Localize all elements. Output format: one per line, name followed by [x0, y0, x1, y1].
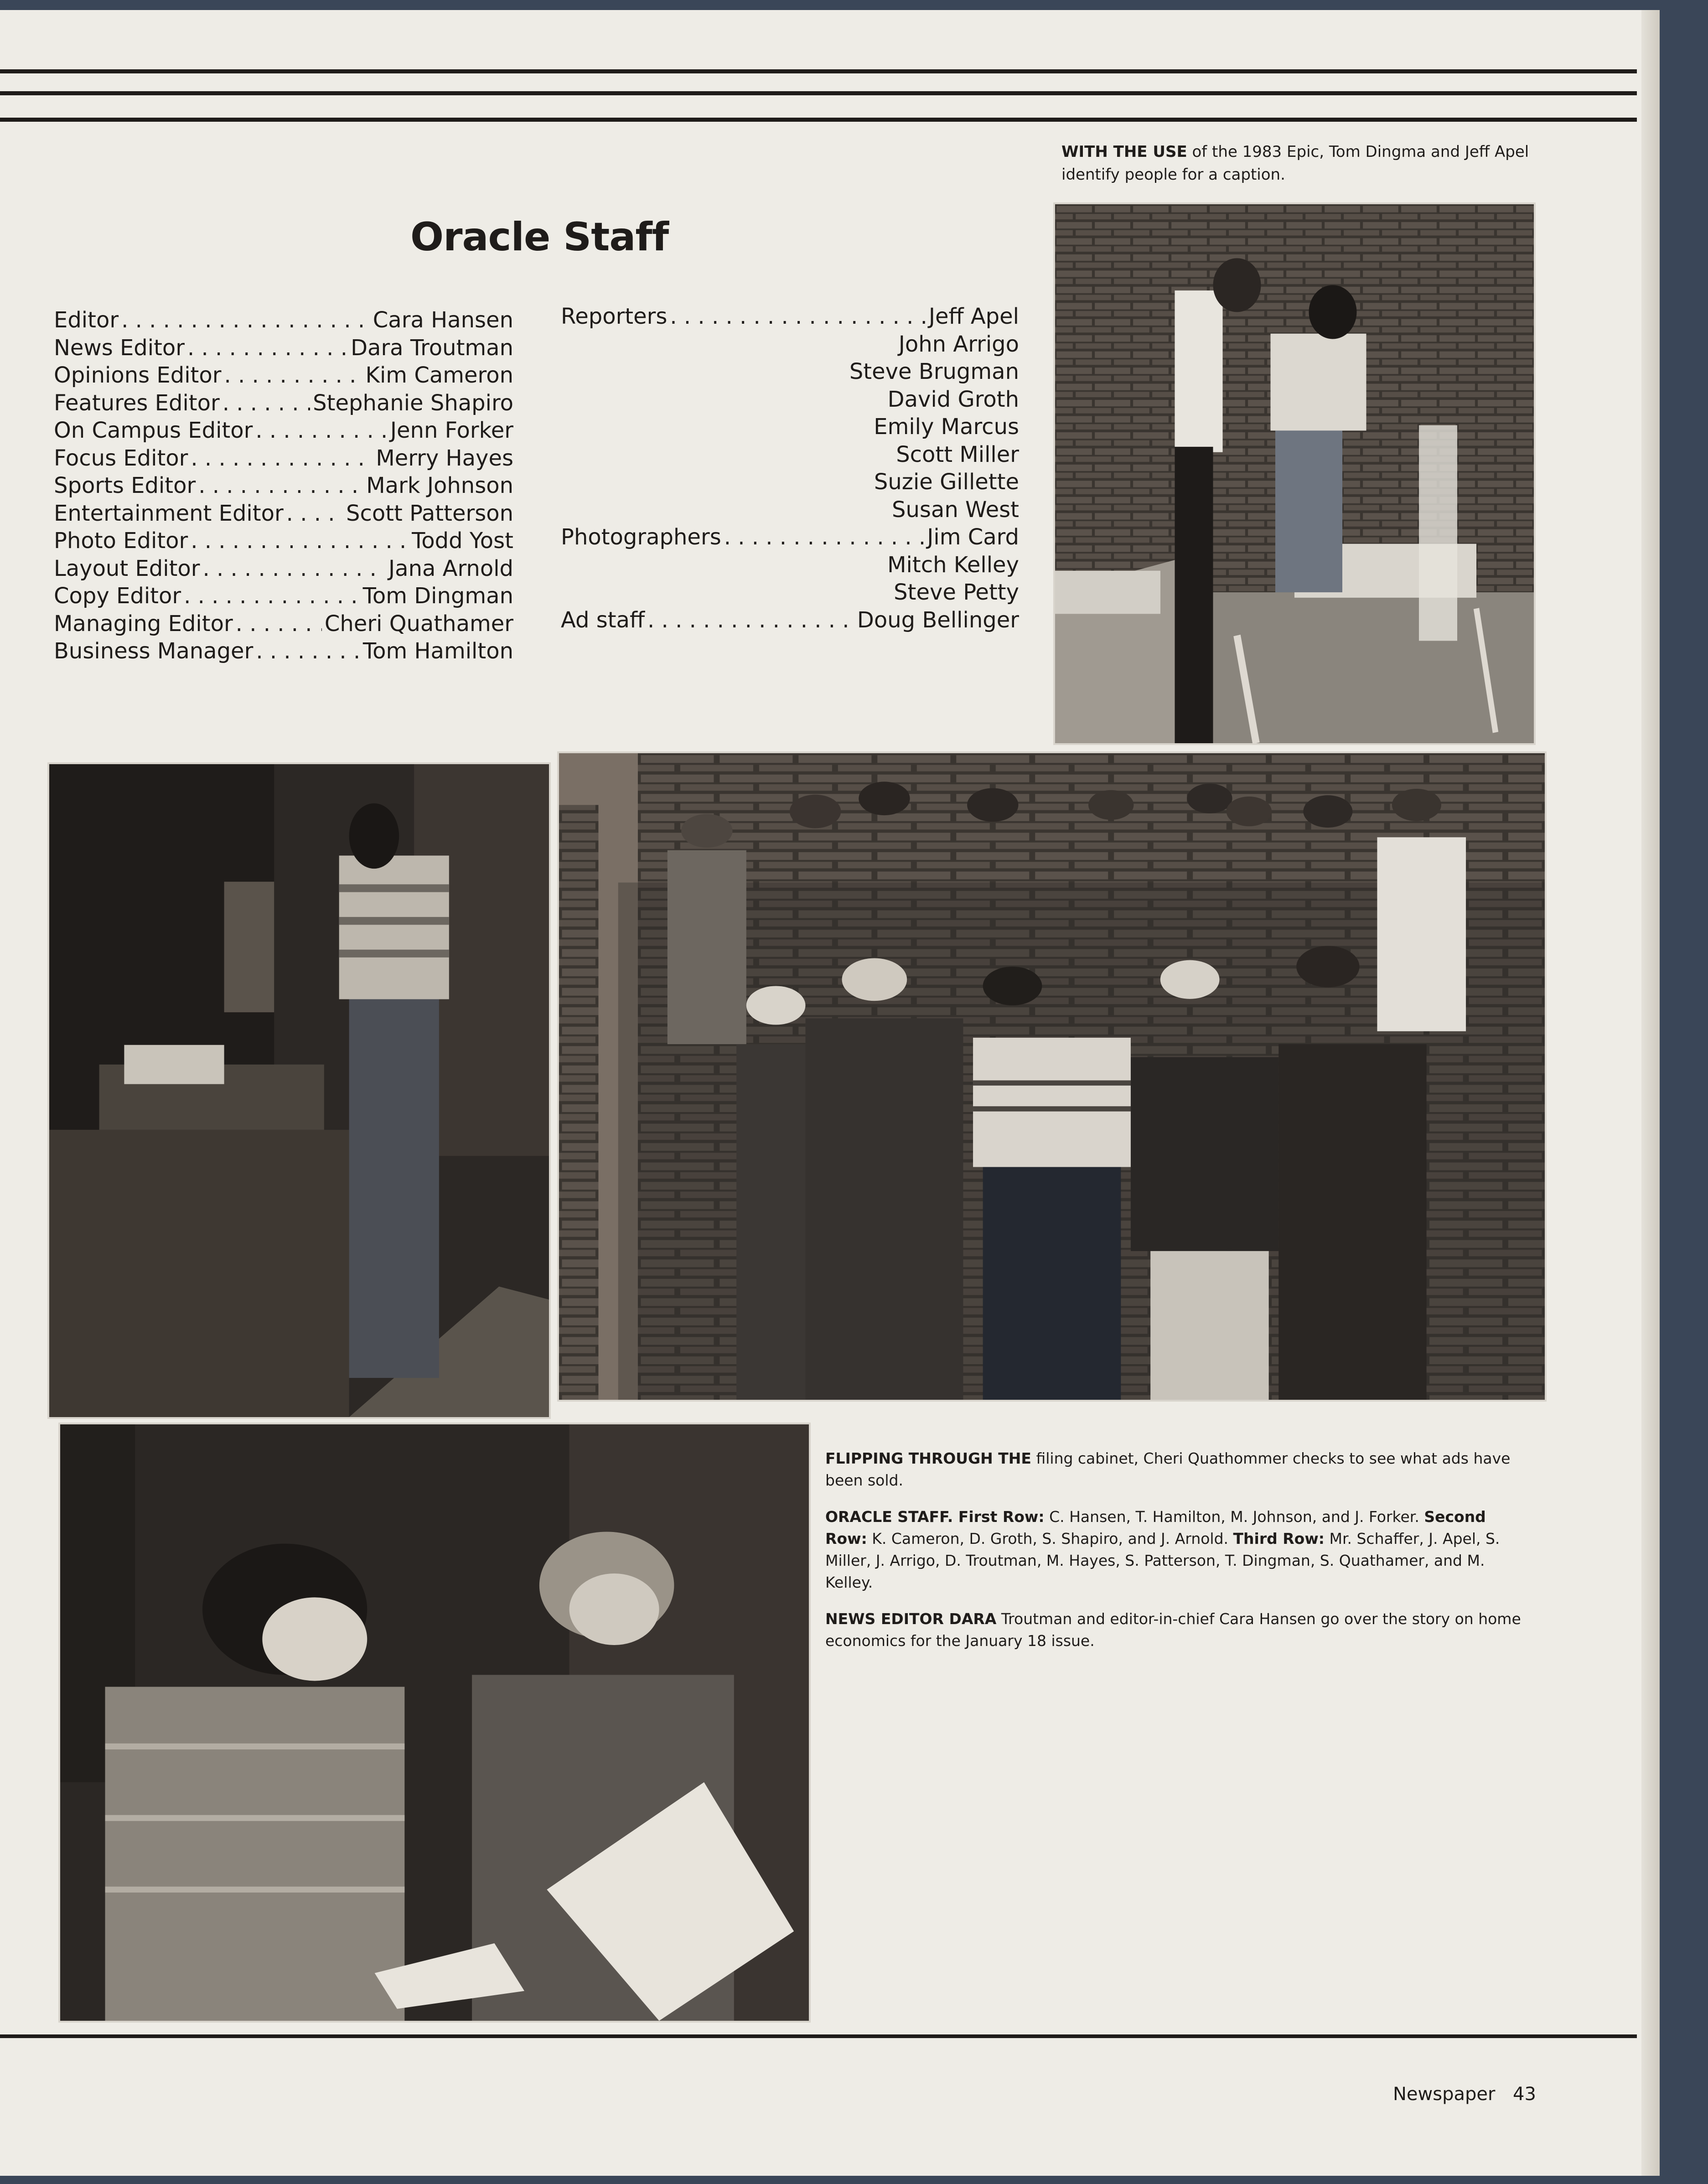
caption-editors-review	[825, 1608, 1532, 1652]
staff-name: Tom Dingman	[362, 583, 513, 609]
staff-row	[54, 472, 513, 500]
staff-role: Editor	[54, 307, 119, 333]
top-rule-3	[0, 118, 1637, 122]
staff-role: Copy Editor	[54, 583, 181, 609]
staff-role: Focus Editor	[54, 445, 188, 471]
staff-name: Tom Hamilton	[362, 638, 513, 664]
staff-role: Entertainment Editor	[54, 500, 284, 526]
caption-lead: NEWS EDITOR DARA	[825, 1610, 997, 1628]
staff-row	[54, 500, 513, 528]
staff-name: Mark Johnson	[366, 473, 513, 498]
staff-name: Dara Troutman	[351, 335, 513, 361]
reporter-name: Susan West	[892, 497, 1019, 523]
reporters-row	[561, 303, 1019, 331]
staff-role: Layout Editor	[54, 555, 200, 581]
adstaff-row	[561, 606, 1019, 634]
reporter-name: Scott Miller	[896, 441, 1019, 467]
staff-row	[54, 417, 513, 445]
caption-filing-cabinet	[825, 1448, 1532, 1491]
bottom-rule	[0, 2034, 1637, 2038]
photo-filing-cabinet	[47, 762, 551, 1419]
staff-row	[54, 362, 513, 389]
editor-list	[54, 306, 513, 665]
caption-lead: Second Row:	[825, 1508, 1486, 1547]
staff-name: Jenn Forker	[390, 418, 513, 443]
staff-role: Features Editor	[54, 390, 220, 416]
photo-oracle-staff-group	[557, 751, 1547, 1402]
staff-role: Sports Editor	[54, 473, 196, 498]
staff-role: Opinions Editor	[54, 362, 222, 388]
staff-role: Photo Editor	[54, 528, 188, 554]
reporter-name: Steve Brugman	[849, 359, 1019, 384]
reporters-label: Reporters	[561, 304, 668, 329]
photographer-name: Mitch Kelley	[887, 552, 1019, 578]
photo-editors-review	[58, 1423, 811, 2023]
staff-row	[54, 527, 513, 555]
staff-role: News Editor	[54, 335, 185, 361]
reporter-name: Suzie Gillette	[874, 469, 1019, 495]
reporter-name: Jeff Apel	[928, 304, 1019, 329]
staff-role: Business Manager	[54, 638, 254, 664]
staff-name: Todd Yost	[412, 528, 513, 554]
caption-lead: Third Row:	[1233, 1530, 1325, 1547]
page-title: Oracle Staff	[410, 214, 669, 260]
page-binding-edge	[1641, 10, 1660, 2176]
staff-name: Cara Hansen	[373, 307, 513, 333]
caption-text: Troutman and editor-in-chief Cara Hansen go over the story on home economics for the January 18 issue.	[825, 1610, 1521, 1650]
caption-text: K. Cameron, D. Groth, S. Shapiro, and J. Arnold.	[867, 1530, 1233, 1547]
photo-yearbook-review	[1053, 202, 1536, 745]
adstaff-name: Doug Bellinger	[857, 607, 1019, 633]
reporter-list	[561, 303, 1019, 634]
caption-text: filing cabinet, Cheri Quathommer checks to see what ads have been sold.	[825, 1449, 1511, 1489]
caption-lead: ORACLE STAFF. First Row:	[825, 1508, 1045, 1526]
captions-block	[825, 1448, 1532, 1666]
staff-row	[54, 306, 513, 334]
caption-text: of the 1983 Epic, Tom Dingma and Jeff Apel identify people for a caption.	[1061, 143, 1529, 184]
page-number: 43	[1513, 2084, 1536, 2105]
staff-name: Cheri Quathamer	[324, 611, 513, 637]
staff-row	[54, 610, 513, 638]
caption-yearbook-photo	[1061, 140, 1531, 186]
staff-row	[54, 555, 513, 583]
reporter-name: John Arrigo	[898, 331, 1019, 357]
staff-name: Jana Arnold	[388, 555, 513, 581]
footer-section: Newspaper	[1393, 2084, 1496, 2105]
staff-row	[54, 637, 513, 665]
photographer-name: Jim Card	[927, 524, 1019, 550]
staff-row	[54, 334, 513, 362]
staff-role: Managing Editor	[54, 611, 233, 637]
staff-name: Kim Cameron	[365, 362, 513, 388]
caption-lead: WITH THE USE	[1061, 143, 1187, 161]
top-rule-2	[0, 91, 1637, 95]
top-rule-1	[0, 69, 1637, 73]
caption-text: C. Hansen, T. Hamilton, M. Johnson, and J. Forker.	[1044, 1508, 1424, 1526]
photographers-row	[561, 523, 1019, 551]
staff-name: Stephanie Shapiro	[313, 390, 513, 416]
adstaff-label: Ad staff	[561, 607, 645, 633]
caption-text: Mr. Schaffer, J. Apel, S. Miller, J. Arrigo, D. Troutman, M. Hayes, S. Patterson, T. Dingman, S. Quathamer, and M. Kelley.	[825, 1530, 1500, 1591]
staff-role: On Campus Editor	[54, 418, 253, 443]
staff-name: Merry Hayes	[376, 445, 513, 471]
staff-name: Scott Patterson	[346, 500, 513, 526]
reporter-name: Emily Marcus	[874, 414, 1019, 440]
reporter-name: David Groth	[887, 386, 1019, 412]
caption-lead: FLIPPING THROUGH THE	[825, 1449, 1031, 1467]
staff-row	[54, 582, 513, 610]
photographer-name: Steve Petty	[894, 580, 1019, 605]
staff-row	[54, 445, 513, 472]
staff-row	[54, 389, 513, 417]
caption-staff-group	[825, 1506, 1532, 1594]
photographers-label: Photographers	[561, 524, 721, 550]
